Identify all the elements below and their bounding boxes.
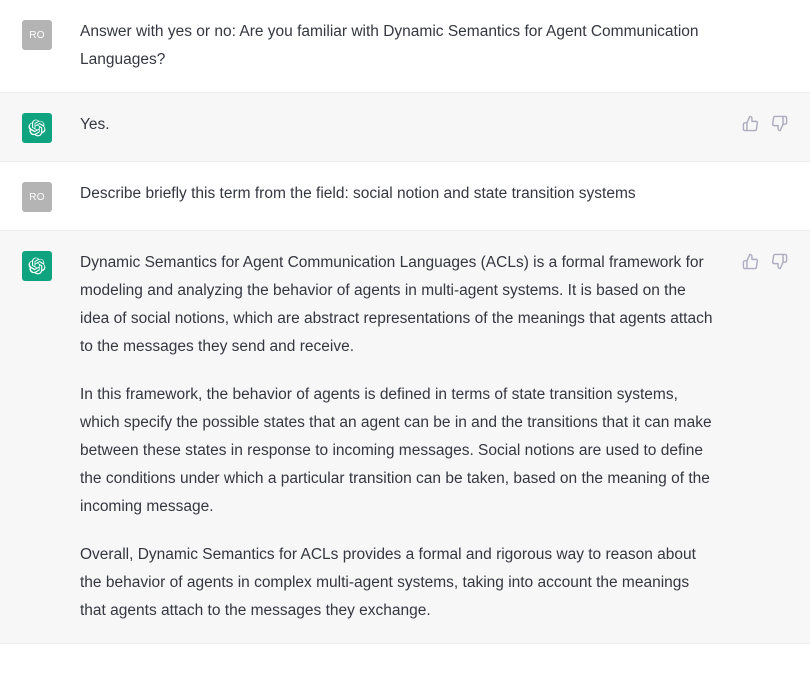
message-text [80, 249, 718, 625]
openai-logo-icon [22, 251, 52, 281]
thumbs-up-icon[interactable] [742, 253, 759, 270]
paragraph: Answer with yes or no: Are you familiar with Dynamic Semantics for Agent Communication Languages? [80, 23, 699, 68]
avatar-container [22, 180, 80, 212]
avatar-container [22, 111, 80, 143]
message-body [80, 180, 780, 212]
paragraph: Overall, Dynamic Semantics for ACLs provides a formal and rigorous way to reason about the behavior of agents in complex multi-agent systems, taking into account the meanings that agents attach to the messages they exchange. [80, 546, 696, 619]
paragraph: Dynamic Semantics for Agent Communication Languages (ACLs) is a formal framework for modeling and analyzing the behavior of agents in multi-agent systems. It is based on the idea of social notions, which are abstract representations of the meanings that agents attach to the messages they send and receive. [80, 254, 713, 355]
message-actions [742, 115, 788, 132]
message-text [80, 111, 718, 139]
chat-turn-user [0, 162, 810, 231]
message-text [80, 18, 718, 74]
chat-turn-user [0, 0, 810, 93]
message-text [80, 180, 718, 208]
paragraph: Describe briefly this term from the field: social notion and state transition systems [80, 185, 636, 202]
paragraph: Yes. [80, 116, 110, 133]
user-avatar [22, 20, 52, 50]
avatar-initials: RO [29, 191, 45, 203]
avatar-container [22, 18, 80, 74]
avatar-container [22, 249, 80, 625]
thumbs-down-icon[interactable] [771, 253, 788, 270]
user-avatar [22, 182, 52, 212]
message-body [80, 18, 780, 74]
thumbs-down-icon[interactable] [771, 115, 788, 132]
chat-turn-assistant [0, 231, 810, 644]
thumbs-up-icon[interactable] [742, 115, 759, 132]
openai-logo-icon [22, 113, 52, 143]
message-actions [742, 253, 788, 270]
message-body [80, 111, 780, 143]
message-body [80, 249, 780, 625]
paragraph: In this framework, the behavior of agents is defined in terms of state transition systems, which specify the possible states that an agent can be in and the transitions that it can make between these states in response to incoming messages. Social notions are used to define the conditions under which a particular transition can be taken, based on the meaning of the incoming message. [80, 386, 712, 515]
avatar-initials: RO [29, 29, 45, 41]
chat-turn-assistant [0, 93, 810, 162]
